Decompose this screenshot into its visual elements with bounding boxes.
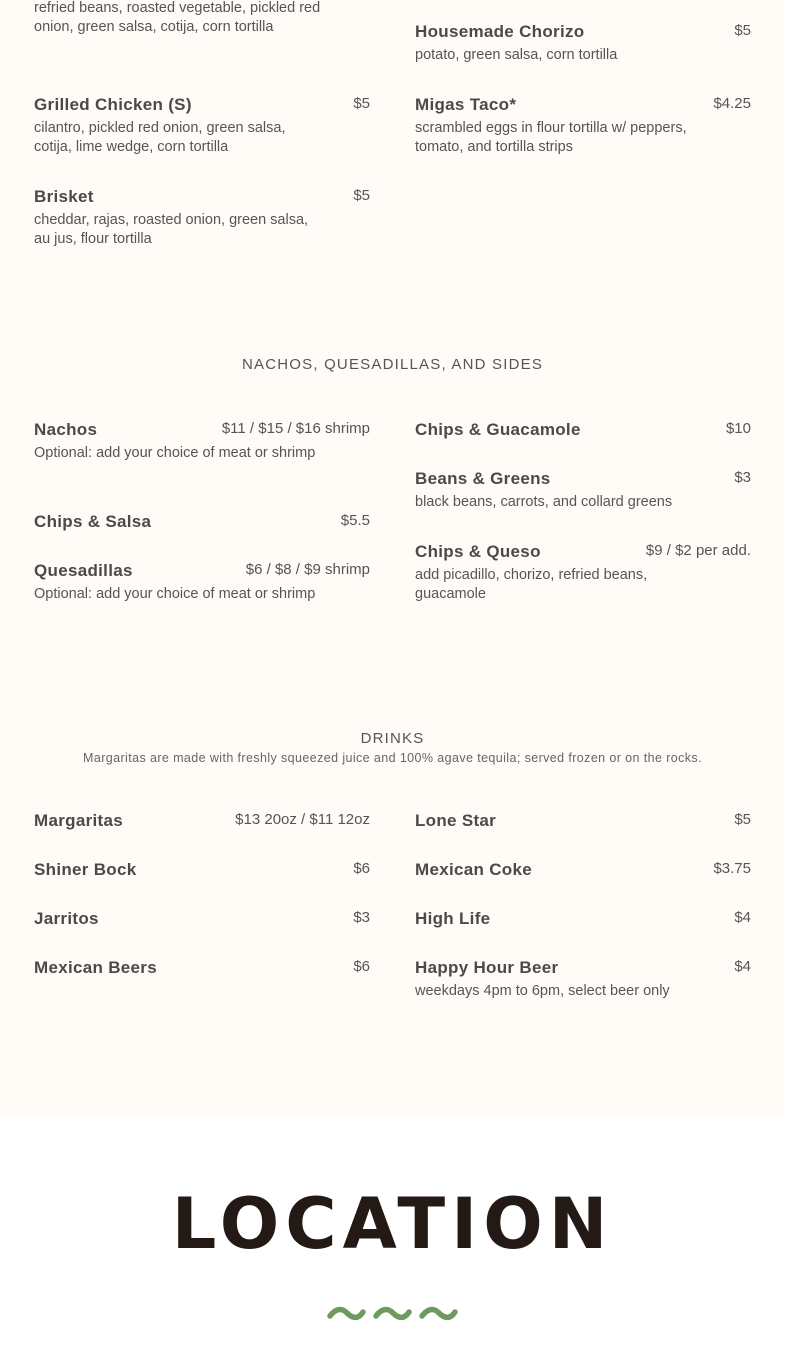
menu-item-price: $4 [734,958,751,975]
menu-item-quesadillas [34,561,370,621]
menu-item-description: Optional: add your choice of meat or shrimp [34,445,316,461]
menu-item-price: $5.5 [340,512,370,529]
menu-item-housemade-chorizo [415,22,751,67]
menu-item-lone-star [415,811,751,836]
menu-item-high-life [415,909,751,934]
menu-item-description: refried beans, roasted vegetable, pickled red onion, green salsa, cotija, corn tortilla [34,0,321,35]
menu-item-name: Chips & Salsa [34,512,152,531]
menu-item-price: $5 [734,811,751,828]
menu-item-price: $9 / $2 per add. [645,542,751,559]
wave-divider-icon [325,1300,460,1330]
menu-item-name: Shiner Bock [34,860,137,879]
menu-item-margaritas [34,811,370,836]
menu-item-name: Brisket [34,187,94,206]
menu-item-price: $6 [353,860,370,877]
menu-item-price: $3 [734,469,751,486]
menu-item-name: Happy Hour Beer [415,958,559,977]
menu-item-name: Migas Taco* [415,95,517,114]
menu-item-price: $4.25 [713,95,751,112]
menu-item-price: $5 [353,187,370,204]
menu-item-price: $4 [734,909,751,926]
menu-item-price: $11 / $15 / $16 shrimp [221,420,370,437]
menu-item-name: High Life [415,909,491,928]
menu-item-description: cheddar, rajas, roasted onion, green salsa, au jus, flour tortilla [34,212,309,247]
menu-item-price: $6 / $8 / $9 shrimp [245,561,370,578]
menu-item-jarritos [34,909,370,934]
menu-item-name: Margaritas [34,811,123,830]
menu-item-price: $5 [353,95,370,112]
menu-item-name: Housemade Chorizo [415,22,585,41]
menu-item-chips-salsa [34,512,370,537]
menu-item-taco-vegetable [34,0,370,50]
menu-item-description: potato, green salsa, corn tortilla [415,47,618,63]
menu-item-description: black beans, carrots, and collard greens [415,494,673,510]
menu-item-mexican-beers [34,958,370,983]
menu-item-shiner-bock [34,860,370,885]
menu-item-name: Jarritos [34,909,99,928]
menu-item-price: $3.75 [713,860,751,877]
menu-item-nachos [34,420,370,480]
menu-item-price: $13 20oz / $11 12oz [235,811,370,828]
menu-item-grilled-chicken [34,95,370,155]
menu-item-name: Chips & Queso [415,542,541,561]
menu-item-description: weekdays 4pm to 6pm, select beer only [415,983,670,999]
menu-item-description: scrambled eggs in flour tortilla w/ peppers, tomato, and tortilla strips [415,120,687,155]
menu-item-price: $6 [353,958,370,975]
menu-item-name: Mexican Beers [34,958,157,977]
menu-item-mexican-coke [415,860,751,885]
menu-item-price: $10 [725,420,751,437]
menu-item-name: Nachos [34,420,98,439]
menu-item-chips-queso [415,542,751,602]
menu-item-name: Grilled Chicken (S) [34,95,192,114]
menu-item-name: Mexican Coke [415,860,532,879]
menu-item-price: $5 [734,22,751,39]
menu-item-description: cilantro, pickled red onion, green salsa, cotija, lime wedge, corn tortilla [34,120,286,155]
section-title-nachos: NACHOS, QUESADILLAS, AND SIDES [241,356,544,373]
menu-item-name: Beans & Greens [415,469,551,488]
menu-item-name: Chips & Guacamole [415,420,581,439]
menu-item-brisket [34,187,370,247]
menu-item-name: Lone Star [415,811,497,830]
menu-item-price: $3 [353,909,370,926]
menu-item-name: Quesadillas [34,561,133,580]
menu-item-description: add picadillo, chorizo, refried beans, guacamole [415,567,648,602]
menu-item-migas-taco [415,95,751,155]
menu-item-happy-hour-beer [415,958,751,1018]
menu-item-chips-guacamole [415,420,751,445]
menu-item-beans-greens [415,469,751,514]
location-heading: LOCATION [171,1183,614,1265]
section-title-drinks: DRINKS [360,730,425,747]
menu-item-description: Optional: add your choice of meat or shrimp [34,586,316,602]
drinks-note: Margaritas are made with freshly squeezed juice and 100% agave tequila; served frozen or on the rocks. [83,751,702,765]
